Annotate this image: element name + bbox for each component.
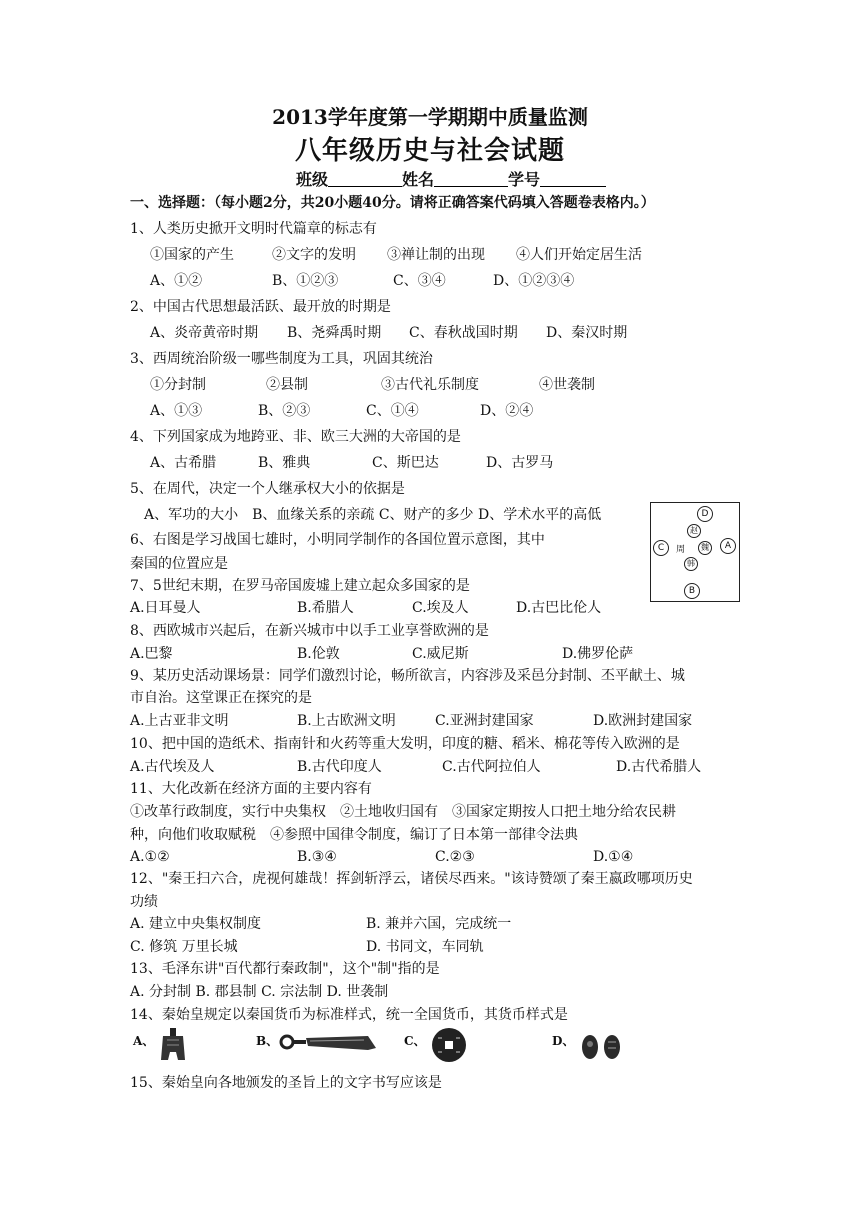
q10-option-b: B.古代印度人	[297, 759, 382, 775]
knife-coin-icon	[278, 1032, 378, 1060]
map-label-c: C	[653, 540, 669, 556]
q10-option-c: C.古代阿拉伯人	[442, 759, 541, 775]
q11-option-c: C.②③	[435, 849, 475, 865]
id-label: 学号	[508, 170, 541, 189]
exam-title-subject: 八年级历史与社会试题	[294, 136, 565, 166]
name-blank	[434, 170, 508, 187]
q2-option-c: C、春秋战国时期	[409, 325, 518, 341]
q2-stem: 2、中国古代思想最活跃、最开放的时期是	[130, 299, 391, 315]
q12-option-a: A. 建立中央集权制度	[130, 916, 262, 932]
q3-item-3: ③古代礼乐制度	[381, 377, 479, 393]
q6-stem-2: 秦国的位置应是	[130, 556, 228, 572]
spade-coin-icon	[157, 1026, 189, 1064]
q12-stem-2: 功绩	[130, 894, 158, 910]
q9-option-d: D.欧洲封建国家	[593, 713, 693, 729]
q11-option-a: A.①②	[130, 849, 170, 865]
map-label-han: 韩	[684, 557, 698, 571]
class-blank	[328, 170, 402, 187]
q1-option-c: C、③④	[393, 273, 446, 289]
q8-option-c: C.威尼斯	[412, 646, 469, 662]
q2-option-a: A、炎帝黄帝时期	[150, 325, 259, 341]
q14-option-d-label: D、	[552, 1034, 575, 1048]
q7-option-c: C.埃及人	[412, 600, 469, 616]
name-label: 姓名	[402, 170, 435, 189]
map-label-d: D	[697, 506, 713, 522]
q1-option-a: A、①②	[150, 273, 203, 289]
q2-option-d: D、秦汉时期	[546, 325, 628, 341]
q15-stem: 15、秦始皇向各地颁发的圣旨上的文字书写应该是	[130, 1075, 442, 1091]
q8-option-d: D.佛罗伦萨	[562, 646, 634, 662]
q3-item-2: ②县制	[266, 377, 308, 393]
q2-option-b: B、尧舜禹时期	[287, 325, 382, 341]
q6-stem-1: 6、右图是学习战国七雄时，小明同学制作的各国位置示意图，其中	[130, 532, 545, 548]
q1-option-b: B、①②③	[272, 273, 339, 289]
map-label-b: B	[684, 583, 700, 599]
q3-item-4: ④世袭制	[539, 377, 595, 393]
q14-stem: 14、秦始皇规定以秦国货币为标准样式，统一全国货币，其货币样式是	[130, 1007, 568, 1023]
map-label-zhou: 周	[676, 545, 686, 555]
q7-option-b: B.希腊人	[297, 600, 354, 616]
q4-option-d: D、古罗马	[486, 455, 554, 471]
ant-nose-coin-icon	[578, 1030, 626, 1064]
q9-stem-1: 9、某历史活动课场景：同学们激烈讨论，畅所欲言，内容涉及采邑分封制、丕平献土、城	[130, 668, 685, 684]
q7-option-d: D.古巴比伦人	[516, 600, 602, 616]
q3-option-b: B、②③	[258, 403, 311, 419]
class-label: 班级	[296, 170, 329, 189]
section-heading: 一、选择题：（每小题2分，共20小题40分。请将正确答案代码填入答题卷表格内。）	[130, 195, 655, 211]
id-blank	[540, 170, 606, 187]
q9-stem-2: 市自治。这堂课正在探究的是	[130, 690, 312, 706]
q11-stem: 11、大化改新在经济方面的主要内容有	[130, 781, 372, 797]
q10-stem: 10、把中国的造纸术、指南针和火药等重大发明，印度的糖、稻米、棉花等传入欧洲的是	[130, 736, 680, 752]
q8-option-b: B.伦敦	[297, 646, 340, 662]
q12-option-c: C. 修筑 万里长城	[130, 939, 238, 955]
q4-stem: 4、下列国家成为地跨亚、非、欧三大洲的大帝国的是	[130, 429, 461, 445]
q3-item-1: ①分封制	[150, 377, 206, 393]
map-label-a: A	[720, 538, 736, 554]
q3-option-c: C、①④	[366, 403, 419, 419]
round-coin-icon	[430, 1026, 468, 1064]
q3-option-a: A、①③	[150, 403, 203, 419]
q3-stem: 3、西周统治阶级一哪些制度为工具，巩固其统治	[130, 351, 433, 367]
warring-states-map	[650, 502, 740, 602]
q12-option-d: D. 书同文，车同轨	[366, 939, 484, 955]
student-info-line	[296, 170, 606, 190]
q11-content-1: ①改革行政制度，实行中央集权 ②土地收归国有 ③国家定期按人口把土地分给农民耕	[130, 804, 676, 820]
q9-option-c: C.亚洲封建国家	[435, 713, 534, 729]
q11-content-2: 种，向他们收取赋税 ④参照中国律令制度，编订了日本第一部律令法典	[130, 827, 578, 843]
q5-options: A、军功的大小 B、血缘关系的亲疏 C、财产的多少 D、学术水平的高低	[144, 507, 602, 523]
q9-option-a: A.上古亚非文明	[130, 713, 229, 729]
q4-option-c: C、斯巴达	[372, 455, 439, 471]
q5-stem: 5、在周代，决定一个人继承权大小的依据是	[130, 481, 405, 497]
q1-item-1: ①国家的产生	[150, 247, 234, 263]
q7-stem: 7、5世纪末期，在罗马帝国废墟上建立起众多国家的是	[130, 578, 470, 594]
q7-option-a: A.日耳曼人	[130, 600, 201, 616]
exam-title-year: 2013学年度第一学期期中质量监测	[272, 105, 588, 129]
q11-option-d: D.①④	[593, 849, 634, 865]
q13-options: A. 分封制 B. 郡县制 C. 宗法制 D. 世袭制	[130, 984, 389, 1000]
q10-option-a: A.古代埃及人	[130, 759, 215, 775]
q1-item-2: ②文字的发明	[272, 247, 356, 263]
q1-item-4: ④人们开始定居生活	[516, 247, 642, 263]
q1-item-3: ③禅让制的出现	[387, 247, 485, 263]
q9-option-b: B.上古欧洲文明	[297, 713, 396, 729]
q8-stem: 8、西欧城市兴起后，在新兴城市中以手工业享誉欧洲的是	[130, 623, 489, 639]
map-label-zhao: 赵	[687, 524, 701, 538]
map-label-wei: 魏	[698, 541, 712, 555]
q12-option-b: B. 兼并六国，完成统一	[366, 916, 512, 932]
q8-option-a: A.巴黎	[130, 646, 173, 662]
q4-option-b: B、雅典	[258, 455, 311, 471]
q11-option-b: B.③④	[297, 849, 337, 865]
q4-option-a: A、古希腊	[150, 455, 217, 471]
q12-stem-1: 12、"秦王扫六合，虎视何雄哉！挥剑斩浮云，诸侯尽西来。"该诗赞颂了秦王嬴政哪项历史	[130, 871, 693, 887]
q1-stem: 1、人类历史掀开文明时代篇章的标志有	[130, 221, 377, 237]
q14-option-b-label: B、	[256, 1034, 279, 1048]
q3-option-d: D、②④	[480, 403, 534, 419]
q10-option-d: D.古代希腊人	[616, 759, 702, 775]
q13-stem: 13、毛泽东讲"百代都行秦政制"，这个"制"指的是	[130, 961, 440, 977]
q14-option-c-label: C、	[404, 1034, 426, 1048]
q1-option-d: D、①②③④	[493, 273, 575, 289]
q14-option-a-label: A、	[133, 1034, 155, 1048]
